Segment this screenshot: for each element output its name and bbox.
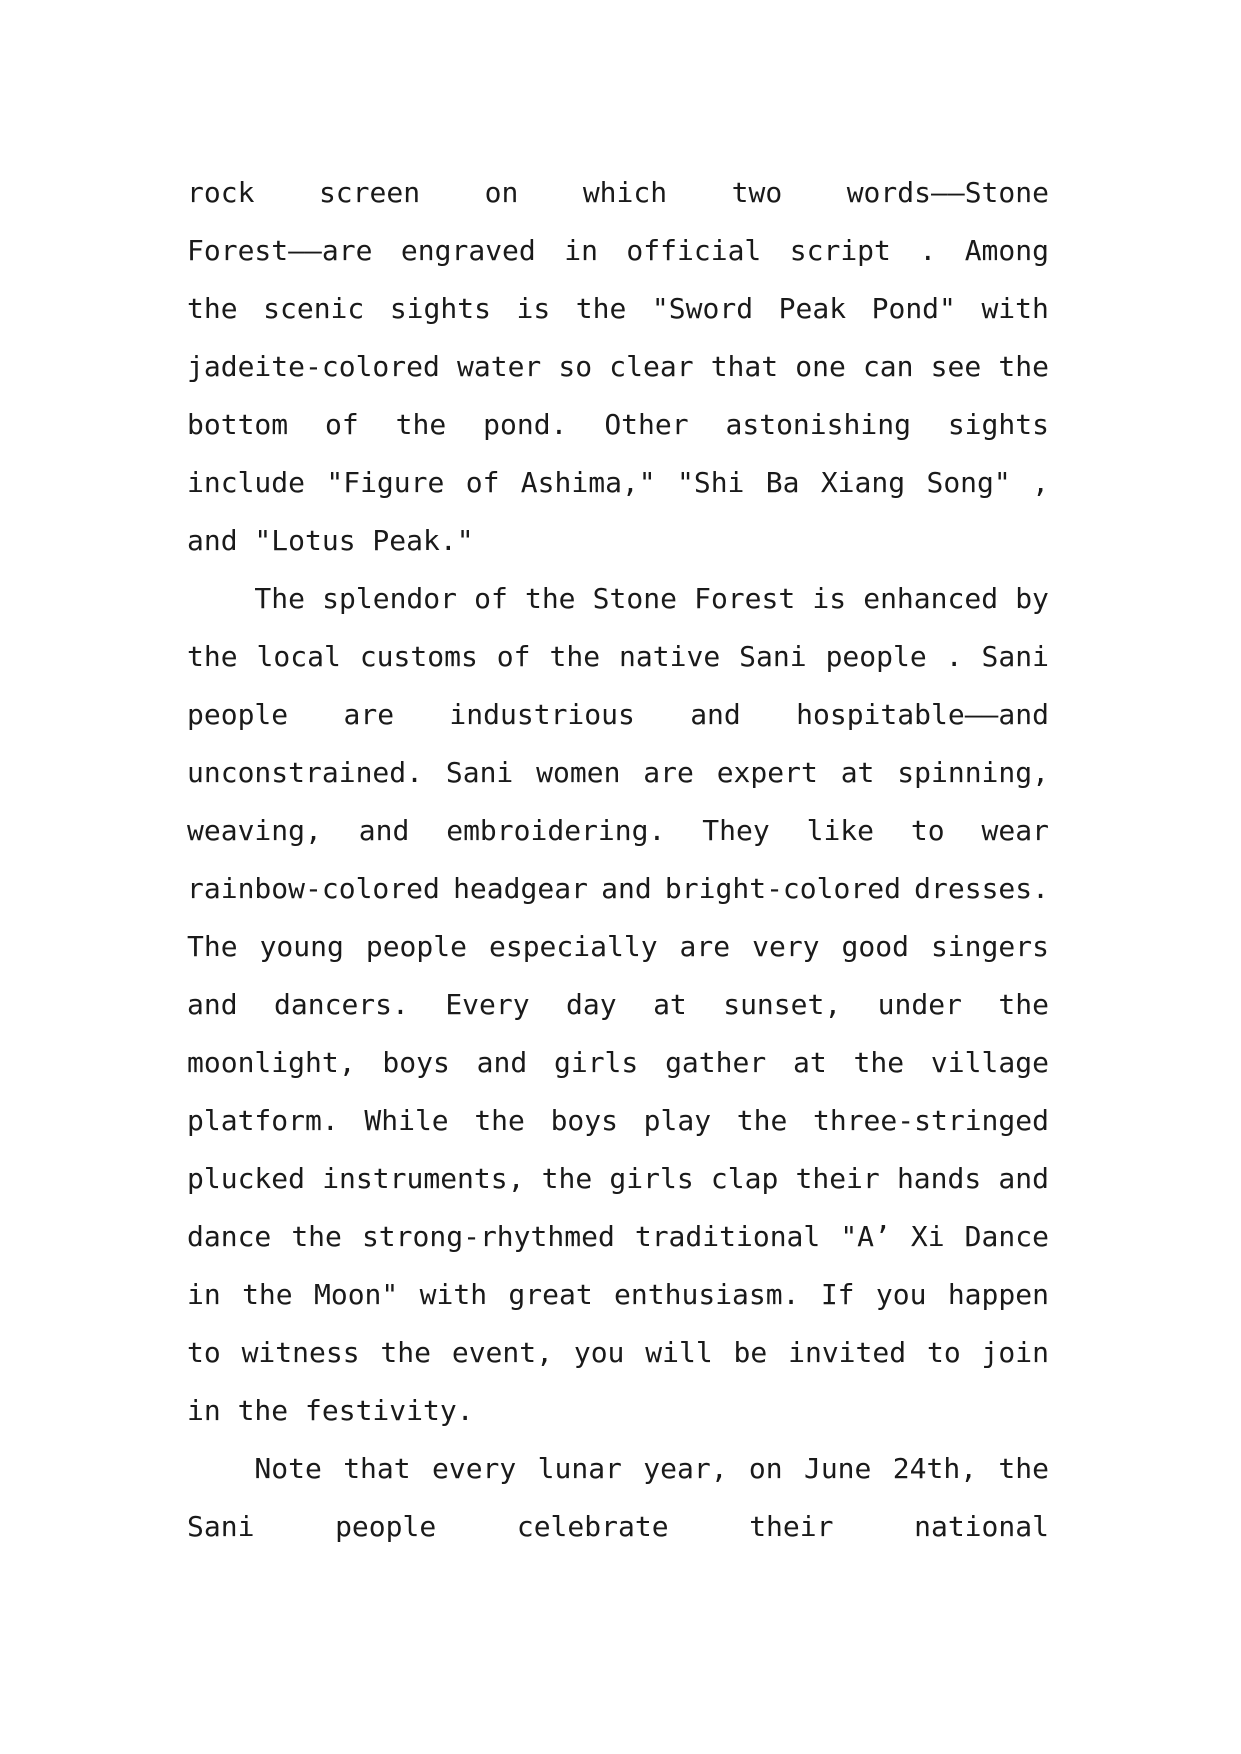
text-line [187,454,1049,512]
word: Xi [910,1220,945,1253]
word: They [702,814,770,847]
word: Sani [739,640,807,673]
text-line [187,1324,1049,1382]
word: are [679,930,731,963]
word: and [601,872,652,905]
word: enhanced [863,582,999,615]
word: official [626,234,762,267]
word: bright-colored [664,872,901,905]
word: on [484,176,519,209]
word: enthusiasm. [614,1278,800,1311]
word: see [930,350,982,383]
word: Sani [187,1510,255,1543]
word: rock [187,176,255,209]
word: with [981,292,1049,325]
word: "Shi [676,466,745,499]
word: people [825,640,927,673]
word: lunar [537,1452,622,1485]
word: at [840,756,875,789]
word: Forest——are [187,234,373,267]
word: the [242,1278,293,1311]
word: Note [187,1452,322,1485]
text-line [187,1034,1049,1092]
word: While [364,1104,449,1137]
word: and [690,698,741,731]
word: witness [241,1336,360,1369]
word: clear [609,350,694,383]
word: words——Stone [846,176,1049,209]
word: girls [609,1162,694,1195]
word: with [419,1278,488,1311]
word: will [645,1336,713,1369]
word: their [795,1162,880,1195]
word: If [820,1278,855,1311]
word: local [256,640,341,673]
word: at [793,1046,827,1079]
word: celebrate [516,1510,669,1543]
text-line [187,1208,1049,1266]
word: Stone [592,582,677,615]
word: day [566,988,617,1021]
word: invited [788,1336,907,1369]
word: so [558,350,593,383]
word: Moon" [313,1278,399,1311]
word: Song" [926,466,1011,499]
word: the [998,988,1049,1021]
word: their [749,1510,834,1543]
text-line [187,860,1049,918]
word: and [998,1162,1049,1195]
word: hands [896,1162,982,1195]
word: can [862,350,914,383]
word: the [380,1336,431,1369]
word: one [795,350,846,383]
word: 24th, [892,1452,978,1485]
word: sights [389,292,491,325]
word: , [1032,466,1049,499]
word: Pond" [871,292,956,325]
word: which [582,176,668,209]
word: water [457,350,542,383]
word: is [812,582,847,615]
word: industrious [449,698,635,731]
word: splendor [322,582,457,615]
word: of [465,466,500,499]
word: scenic [263,292,365,325]
word: people [365,930,467,963]
word: join [981,1336,1049,1369]
word: Forest [694,582,796,615]
word: to [910,814,945,847]
word: that [710,350,779,383]
word: of [325,408,359,441]
word: unconstrained. [187,756,424,789]
text-line [187,1382,1049,1440]
text-line [187,164,1049,222]
word: are [643,756,694,789]
word: clap [710,1162,779,1195]
word: women [536,756,621,789]
word: traditional [634,1220,821,1253]
word: Ashima," [520,466,656,499]
word: two [731,176,783,209]
text-line [187,744,1049,802]
word: bottom [187,408,289,441]
word: event, [451,1336,553,1369]
word: "Figure [326,466,445,499]
text-line [187,222,1049,280]
word: moonlight, [187,1046,356,1079]
word: include [187,466,306,499]
word: that [343,1452,411,1485]
word: you [875,1278,927,1311]
word: sights [947,408,1049,441]
word: of [474,582,508,615]
word: spinning, [897,756,1049,789]
word: Every [445,988,530,1021]
word: Sani [981,640,1049,673]
word: people [187,698,289,731]
word: village [930,1046,1049,1079]
word: gather [665,1046,767,1079]
word: screen [318,176,421,209]
word: are [343,698,395,731]
text-line [187,1092,1049,1150]
word: Sani [445,756,514,789]
word: Xiang [820,466,906,499]
word: . [919,234,937,267]
word: by [1015,582,1049,615]
word: customs [359,640,478,673]
word: native [619,640,721,673]
word: The [187,582,306,615]
word: the [187,640,238,673]
word: be [733,1336,768,1369]
word: the [541,1162,593,1195]
word: national [914,1510,1049,1543]
word: the [549,640,601,673]
text-line [187,570,1049,628]
text-line [187,280,1049,338]
word: very [752,930,820,963]
word: expert [716,756,818,789]
line-text: in the festivity. [187,1394,474,1427]
word: and [476,1046,528,1079]
word: every [431,1452,517,1485]
word: the [998,350,1049,383]
word: Dance [964,1220,1049,1253]
word: instruments, [322,1162,525,1195]
word: in [564,234,598,267]
word: on [748,1452,783,1485]
text-line [187,918,1049,976]
word: to [926,1336,961,1369]
word: people [335,1510,437,1543]
word: the [575,292,627,325]
word: wear [981,814,1049,847]
text-line [187,976,1049,1034]
word: the [187,292,238,325]
word: headgear [453,872,588,905]
word: the [736,1104,788,1137]
text-line [187,802,1049,860]
text-line [187,396,1049,454]
word: boys [550,1104,618,1137]
word: weaving, [187,814,322,847]
word: the [524,582,576,615]
word: platform. [187,1104,339,1137]
word: pond. [483,408,568,441]
word: good [841,930,909,963]
word: strong-rhythmed [361,1220,615,1253]
word: June [803,1452,872,1485]
word: "A’ [840,1220,891,1253]
text-line [187,686,1049,744]
word: is [516,292,551,325]
word: dance [187,1220,272,1253]
word: engraved [400,234,536,267]
word: in [187,1278,221,1311]
word: singers [930,930,1049,963]
word: Other [604,408,689,441]
word: play [643,1104,712,1137]
word: the [395,408,447,441]
word: dresses. [914,872,1049,905]
word: Ba [765,466,800,499]
word: astonishing [725,408,911,441]
word: Peak [778,292,847,325]
word: you [573,1336,625,1369]
text-line [187,1498,1049,1556]
text-line [187,1266,1049,1324]
word: like [806,814,875,847]
text-line [187,338,1049,396]
text-line [187,512,1049,570]
word: young [259,930,344,963]
word: three-stringed [812,1104,1049,1137]
word: and [187,988,238,1021]
word: the [291,1220,342,1253]
word: embroidering. [446,814,666,847]
word: Among [964,234,1049,267]
word: the [474,1104,525,1137]
word: girls [553,1046,639,1079]
word: jadeite-colored [187,350,440,383]
word: dancers. [274,988,409,1021]
word: year, [643,1452,728,1485]
word: to [187,1336,221,1369]
word: under [877,988,962,1021]
word: rainbow-colored [187,872,440,905]
word: of [496,640,531,673]
word: "Sword [651,292,754,325]
word: and [358,814,410,847]
word: boys [382,1046,450,1079]
word: The [187,930,238,963]
line-text: and "Lotus Peak." [187,524,474,557]
word: great [508,1278,593,1311]
body-text [187,164,1049,1556]
word: the [998,1452,1049,1485]
word: hospitable——and [796,698,1049,731]
word: the [853,1046,905,1079]
word: sunset, [723,988,842,1021]
word: script [789,234,891,267]
text-line [187,1440,1049,1498]
text-line [187,628,1049,686]
word: at [653,988,687,1021]
word: . [945,640,963,673]
text-line [187,1150,1049,1208]
word: especially [488,930,658,963]
word: plucked [187,1162,306,1195]
word: happen [947,1278,1049,1311]
